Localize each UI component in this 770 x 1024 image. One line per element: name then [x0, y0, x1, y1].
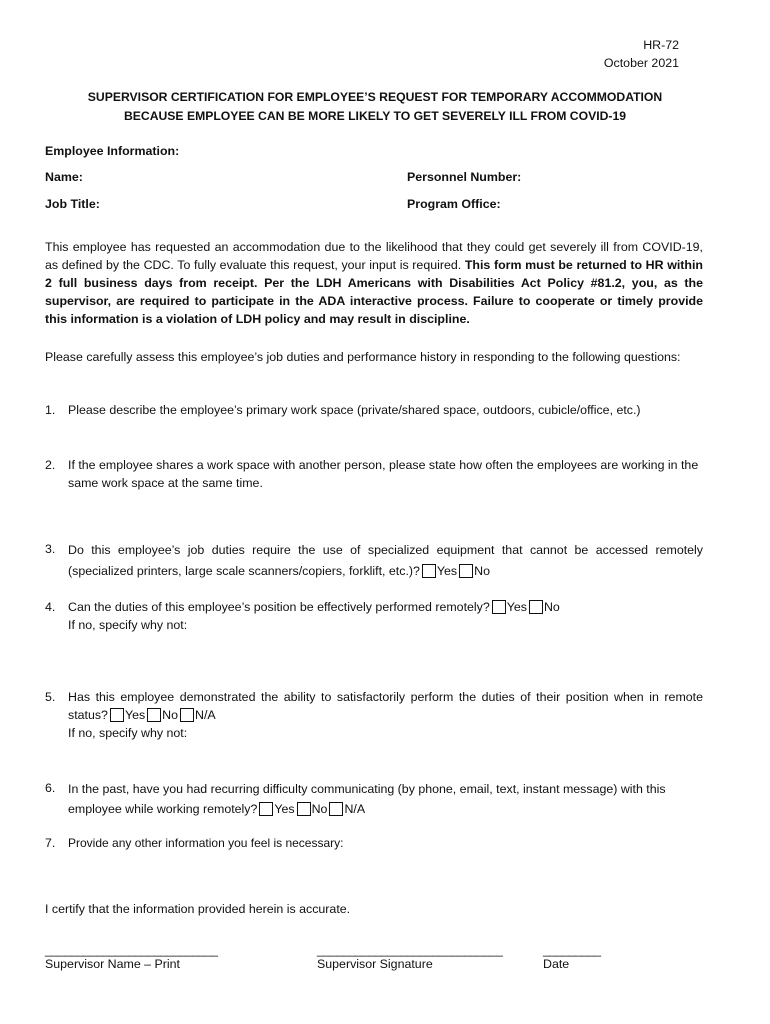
- na-label: N/A: [344, 802, 366, 816]
- program-office-label: Program Office:: [407, 197, 501, 211]
- form-date: October 2021: [603, 56, 679, 70]
- question-6: [45, 779, 703, 819]
- question-number: 2.: [45, 458, 56, 472]
- question-text: Can the duties of this employee’s position be effectively performed remotely?: [68, 600, 490, 614]
- no-label: No: [543, 600, 560, 614]
- job-title-label: Job Title:: [45, 197, 100, 211]
- q6-na-checkbox[interactable]: [329, 802, 343, 816]
- supervisor-name-line[interactable]: ___________________________: [45, 943, 218, 957]
- question-text: If the employee shares a work space with another person, please state how often the employees are working in the same work space at the same time.: [68, 458, 699, 490]
- question-number: 5.: [45, 690, 56, 704]
- date-line[interactable]: _________: [543, 943, 601, 957]
- q5-na-checkbox[interactable]: [180, 708, 194, 722]
- title-line-1: SUPERVISOR CERTIFICATION FOR EMPLOYEE’S REQUEST FOR TEMPORARY ACCOMMODATION: [87, 90, 663, 104]
- no-label: No: [162, 708, 179, 722]
- question-3: [45, 540, 703, 582]
- question-2: [45, 456, 703, 492]
- name-field[interactable]: [45, 168, 83, 186]
- intro-policy-notice: This form must be returned to HR within 2 full business days from receipt. Per the LDH Americans with Disabilities Act Policy #81.2, you, as the supervisor, are required to participate in the ADA interactive process. Failure to cooperate or timely provide this information is a violation of LDH policy and may result in discipline.: [45, 258, 703, 326]
- question-text: Please describe the employee’s primary work space (private/shared space, outdoors, cubicle/office, etc.): [68, 403, 641, 417]
- personnel-number-label: Personnel Number:: [407, 170, 522, 184]
- instructions-paragraph: Please carefully assess this employee’s job duties and performance history in responding to the following questions:: [45, 350, 681, 364]
- question-number: 4.: [45, 600, 56, 614]
- q3-yes-checkbox[interactable]: [422, 564, 436, 578]
- certification-statement: I certify that the information provided herein is accurate.: [45, 902, 351, 916]
- q4-yes-checkbox[interactable]: [492, 600, 506, 614]
- followup-text: If no, specify why not:: [68, 618, 188, 632]
- employee-info-heading: Employee Information:: [45, 144, 180, 158]
- no-label: No: [474, 564, 490, 578]
- form-title: [45, 88, 705, 126]
- intro-text: This employee has requested an accommodation due to the likelihood that they could get severely ill from COVID-19, as defined by the CDC. To fully evaluate this request, your input is required.: [45, 240, 703, 272]
- no-label: No: [311, 802, 328, 816]
- question-number: 7.: [45, 836, 56, 850]
- question-7: [45, 834, 703, 852]
- q4-no-checkbox[interactable]: [529, 600, 543, 614]
- question-text: In the past, have you had recurring difficulty communicating (by phone, email, text, instant message) with this employee while working remotely?: [68, 782, 666, 816]
- q6-yes-checkbox[interactable]: [259, 802, 273, 816]
- name-label: Name:: [45, 170, 83, 184]
- question-number: 3.: [45, 542, 56, 556]
- job-title-field[interactable]: [45, 195, 100, 213]
- supervisor-name-label: Supervisor Name – Print: [45, 957, 180, 971]
- question-text: Provide any other information you feel is necessary:: [68, 836, 344, 850]
- question-4: [45, 598, 703, 634]
- na-label: N/A: [195, 708, 216, 722]
- yes-label: Yes: [124, 708, 146, 722]
- yes-label: Yes: [506, 600, 527, 614]
- q5-no-checkbox[interactable]: [147, 708, 161, 722]
- form-number: HR-72: [643, 38, 679, 52]
- personnel-number-field[interactable]: [407, 168, 521, 186]
- q6-no-checkbox[interactable]: [297, 802, 311, 816]
- question-number: 6.: [45, 781, 56, 795]
- question-text: Do this employee’s job duties require the use of specialized equipment that cannot be accessed remotely (specialized printers, large scale scanners/copiers, forklift, etc.)?: [68, 543, 703, 578]
- supervisor-signature-label: Supervisor Signature: [317, 957, 433, 971]
- supervisor-signature-line[interactable]: _____________________________: [317, 943, 503, 957]
- followup-text: If no, specify why not:: [68, 726, 188, 740]
- question-number: 1.: [45, 403, 56, 417]
- q5-yes-checkbox[interactable]: [110, 708, 124, 722]
- question-1: [45, 401, 703, 419]
- yes-label: Yes: [274, 802, 295, 816]
- question-text: Has this employee demonstrated the ability to satisfactorily perform the duties of their position when in remote status?: [68, 690, 703, 722]
- q3-no-checkbox[interactable]: [459, 564, 473, 578]
- yes-label: Yes: [436, 564, 458, 578]
- title-line-2: BECAUSE EMPLOYEE CAN BE MORE LIKELY TO GET SEVERELY ILL FROM COVID-19: [123, 109, 627, 123]
- question-5: [45, 688, 703, 742]
- date-label: Date: [543, 957, 570, 971]
- program-office-field[interactable]: [407, 195, 501, 213]
- form-header: [604, 36, 679, 72]
- intro-paragraph: [45, 238, 703, 328]
